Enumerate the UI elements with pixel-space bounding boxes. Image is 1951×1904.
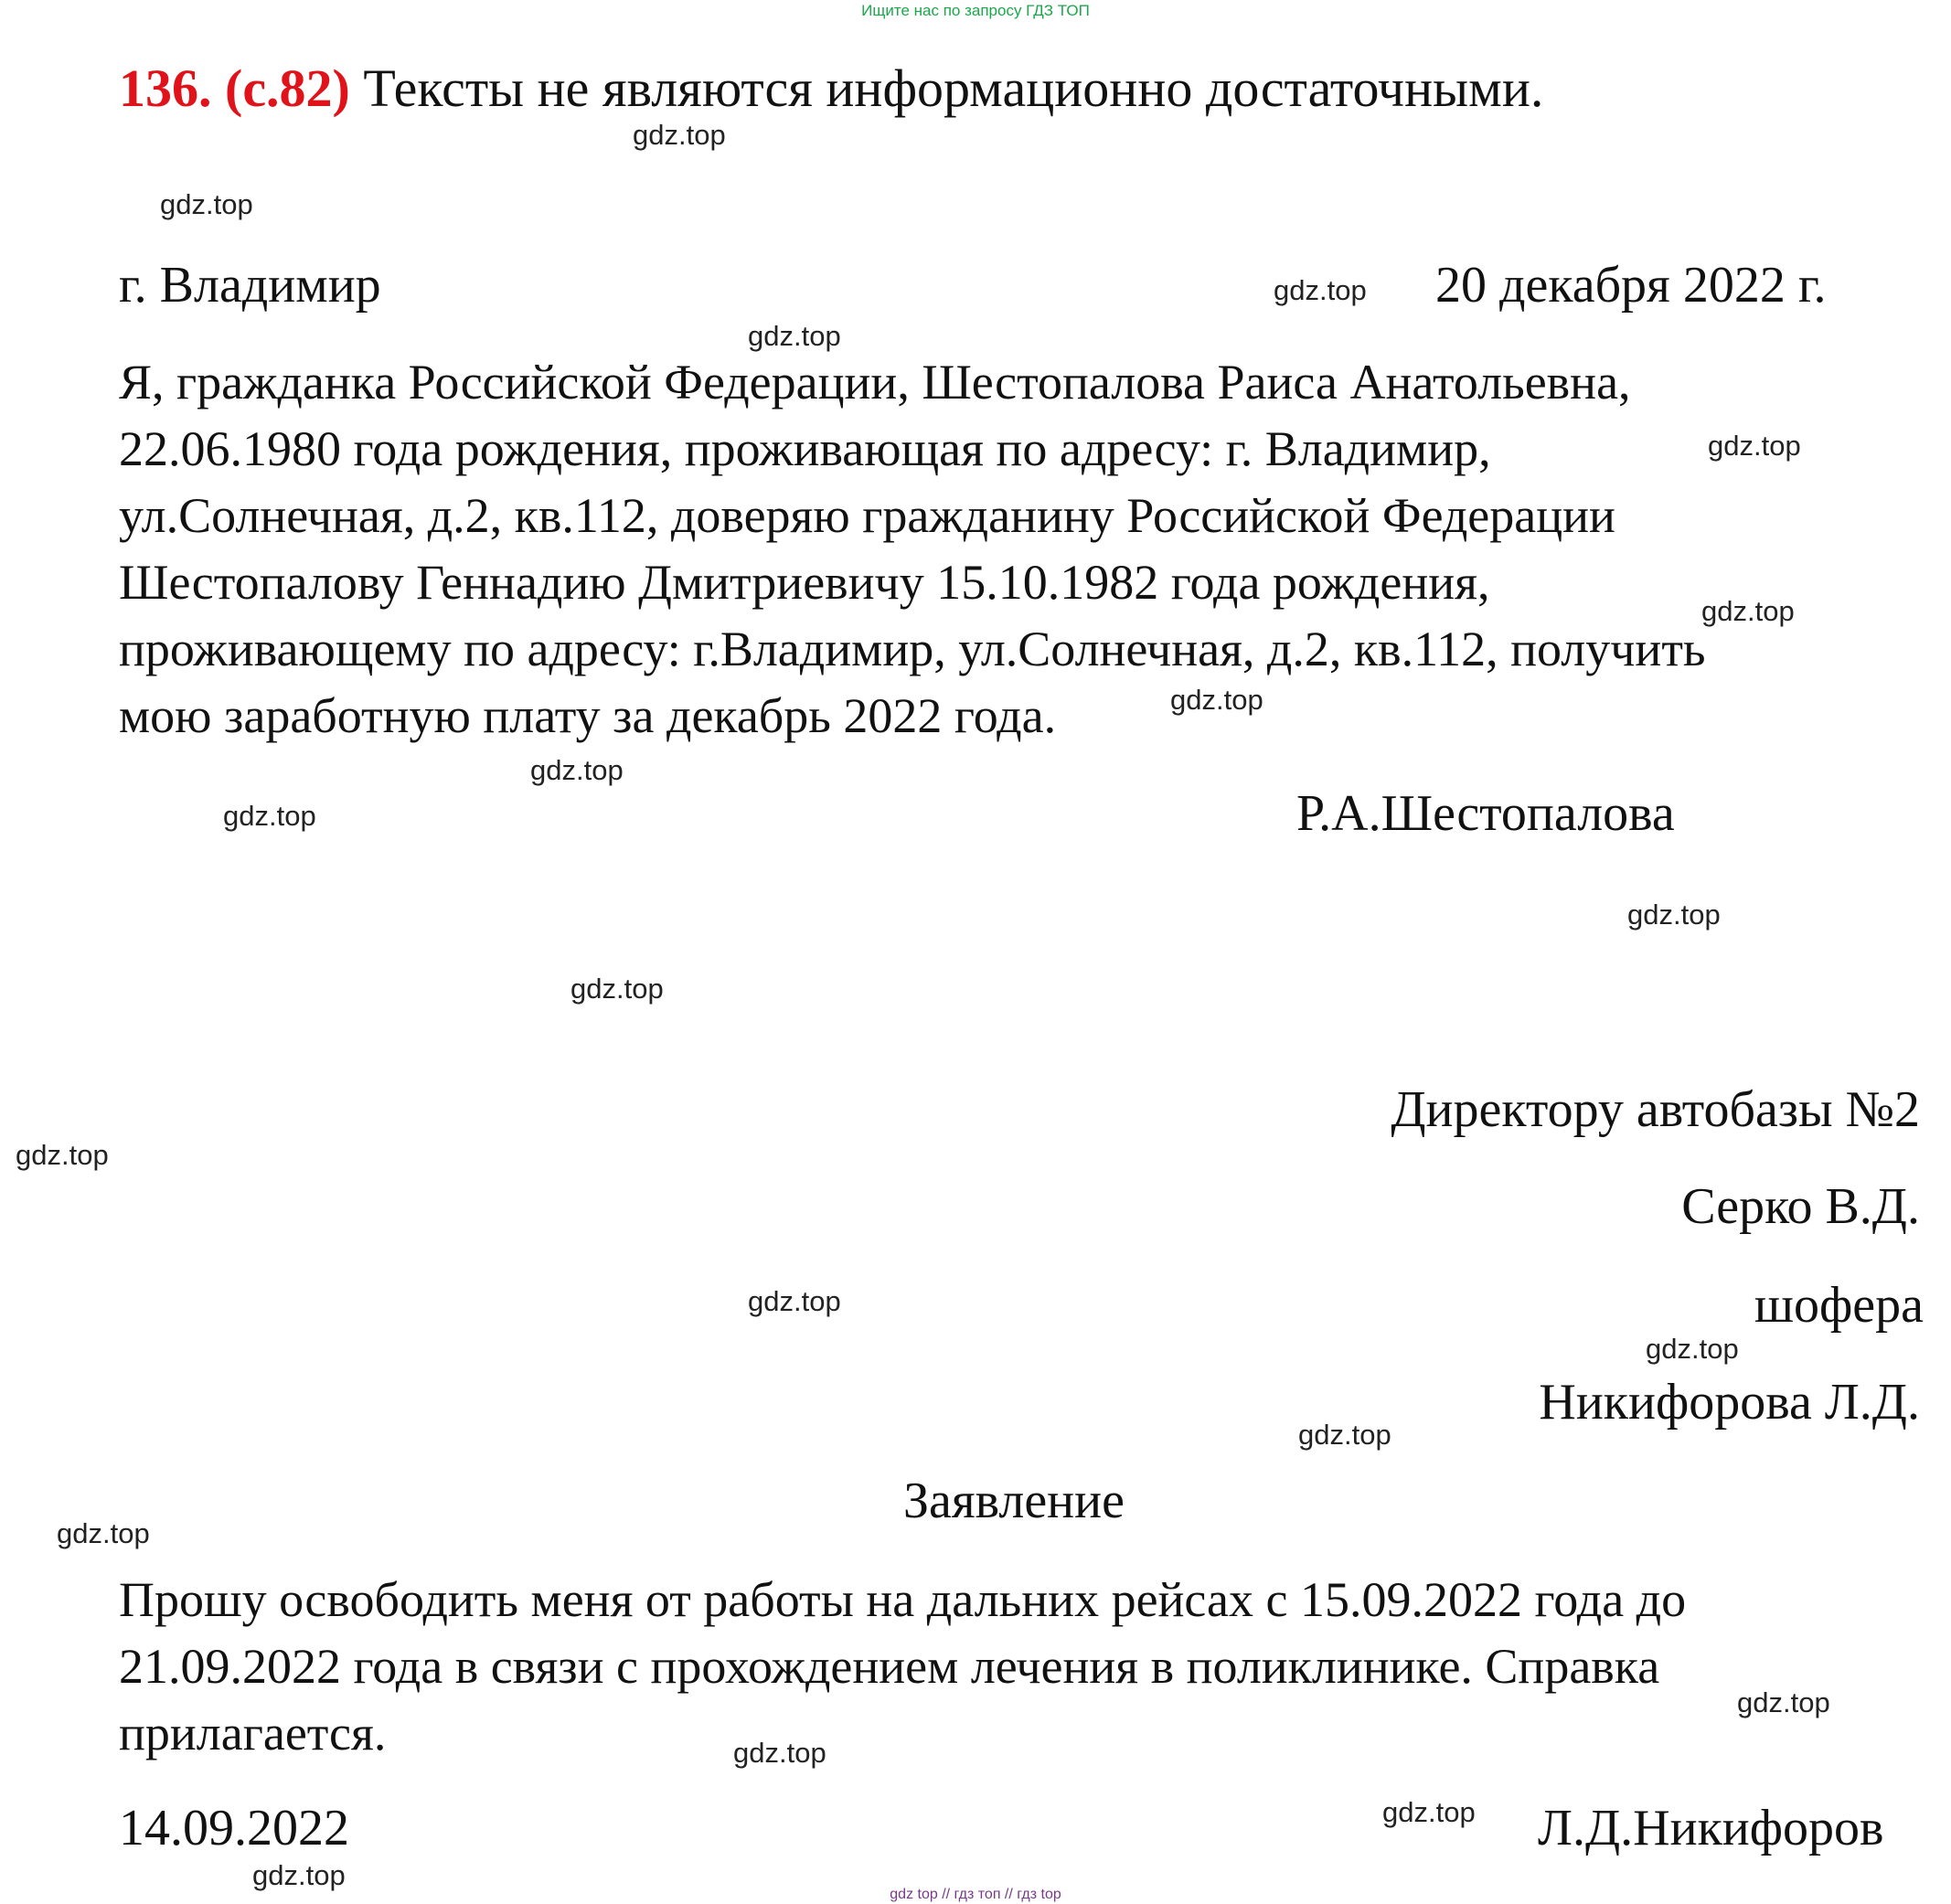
exercise-number: 136. (с.82) bbox=[119, 59, 350, 118]
poa-body-line: 22.06.1980 года рождения, проживающая по адресу: г. Владимир, bbox=[119, 421, 1491, 476]
poa-body-line: Шестопалову Геннадию Дмитриевичу 15.10.1982 года рождения, bbox=[119, 555, 1490, 610]
watermark: gdz.top bbox=[1382, 1796, 1476, 1828]
sender-position: шофера bbox=[1754, 1277, 1924, 1334]
watermark: gdz.top bbox=[748, 1285, 841, 1317]
poa-signature: Р.А.Шестопалова bbox=[1296, 785, 1675, 842]
poa-date: 20 декабря 2022 г. bbox=[1435, 257, 1827, 314]
poa-body-line: Я, гражданка Российской Федерации, Шестопалова Раиса Анатольевна, bbox=[119, 355, 1631, 410]
watermark: gdz.top bbox=[1708, 430, 1801, 462]
application-date: 14.09.2022 bbox=[119, 1800, 349, 1856]
watermark: gdz.top bbox=[57, 1517, 150, 1549]
exercise-statement: Тексты не являются информационно достаточными. bbox=[363, 59, 1544, 118]
sender-name: Никифорова Л.Д. bbox=[1539, 1374, 1920, 1431]
poa-body-line: ул.Солнечная, д.2, кв.112, доверяю гражданину Российской Федерации bbox=[119, 488, 1615, 543]
watermark: gdz.top bbox=[748, 320, 841, 352]
poa-body-line: проживающему по адресу: г.Владимир, ул.Солнечная, д.2, кв.112, получить bbox=[119, 622, 1706, 676]
application-body-line: Прошу освободить меня от работы на дальних рейсах с 15.09.2022 года до bbox=[119, 1572, 1687, 1627]
watermark: gdz.top bbox=[570, 973, 664, 1005]
watermark: gdz.top bbox=[633, 119, 726, 151]
application-body-line: прилагается. bbox=[119, 1706, 387, 1760]
exercise-heading bbox=[119, 57, 1543, 121]
watermark: gdz.top bbox=[252, 1859, 346, 1891]
watermark: gdz.top bbox=[733, 1737, 826, 1769]
watermark: gdz.top bbox=[1646, 1333, 1739, 1365]
application-title: Заявление bbox=[903, 1473, 1125, 1529]
watermark: gdz.top bbox=[1170, 684, 1263, 716]
application-signature: Л.Д.Никифоров bbox=[1538, 1800, 1884, 1856]
watermark: gdz.top bbox=[1737, 1686, 1830, 1718]
top-banner: Ищите нас по запросу ГДЗ ТОП bbox=[861, 2, 1090, 19]
poa-city: г. Владимир bbox=[119, 257, 381, 314]
addressee-position: Директору автобазы №2 bbox=[1391, 1081, 1920, 1138]
watermark: gdz.top bbox=[530, 754, 624, 786]
poa-body-line: мою заработную плату за декабрь 2022 года. bbox=[119, 688, 1057, 743]
watermark: gdz.top bbox=[1274, 274, 1367, 306]
watermark: gdz.top bbox=[1701, 595, 1795, 627]
watermark: gdz.top bbox=[1627, 899, 1721, 931]
watermark: gdz.top bbox=[160, 188, 253, 220]
addressee-name: Серко В.Д. bbox=[1681, 1178, 1920, 1235]
application-body bbox=[119, 1567, 1686, 1767]
poa-body bbox=[119, 349, 1706, 750]
application-body-line: 21.09.2022 года в связи с прохождением лечения в поликлинике. Справка bbox=[119, 1639, 1660, 1694]
watermark: gdz.top bbox=[223, 800, 316, 832]
footer-watermark: gdz top // гдз топ // гдз top bbox=[890, 1887, 1061, 1902]
watermark: gdz.top bbox=[1298, 1419, 1391, 1451]
watermark: gdz.top bbox=[16, 1139, 109, 1171]
